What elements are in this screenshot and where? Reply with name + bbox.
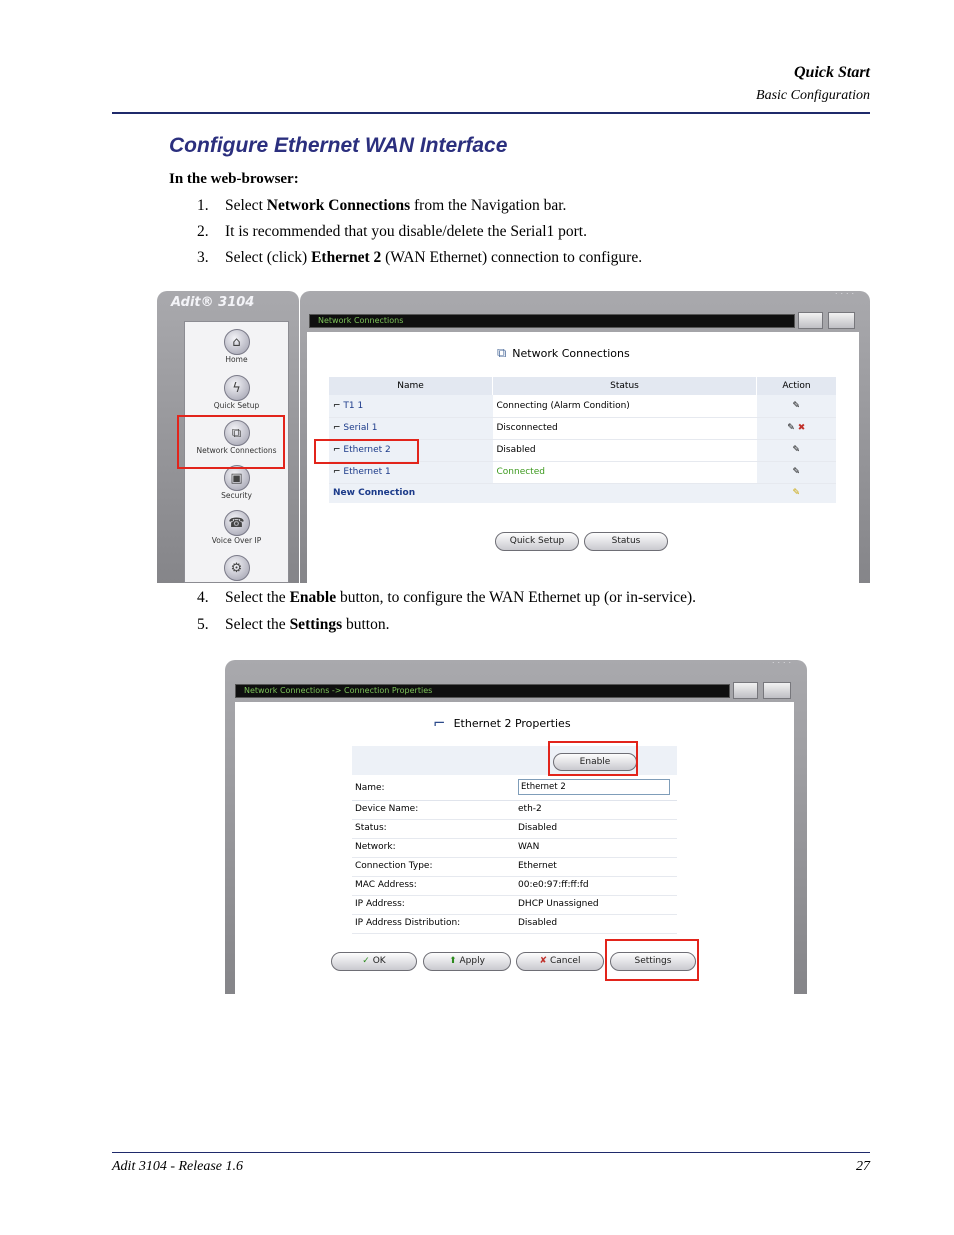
apply-button[interactable]: ⬆ Apply (423, 952, 511, 971)
plug-icon: ⌐ (333, 467, 341, 477)
step-2: 2. It is recommended that you disable/delete the Serial1 port. (197, 223, 587, 240)
nav-voice-over-ip[interactable]: ☎ Voice Over IP (184, 510, 289, 545)
lock-icon: ▣ (224, 465, 250, 491)
connection-link[interactable]: T1 1 (343, 400, 364, 411)
plug-icon: ⌐ (333, 445, 341, 455)
connection-link-ethernet-2[interactable]: Ethernet 2 (343, 445, 391, 455)
property-row: Status: Disabled (352, 820, 677, 839)
settings-button[interactable]: Settings (610, 952, 696, 971)
running-header-subtitle: Basic Configuration (756, 88, 870, 103)
status-button[interactable]: Status (584, 532, 668, 551)
table-header: Name Status Action (329, 377, 836, 395)
property-row: IP Address: DHCP Unassigned (352, 896, 677, 915)
highlight-settings (605, 939, 699, 981)
step-5: 5. Select the Settings button. (197, 616, 390, 633)
phone-icon: ☎ (224, 510, 250, 536)
address-bar[interactable]: Network Connections (309, 314, 795, 328)
nav-home[interactable]: ⌂ Home (184, 329, 289, 364)
address-bar[interactable]: Network Connections -> Connection Properties (235, 684, 730, 698)
header-rule (112, 112, 870, 114)
network-icon: ⧉ (224, 420, 250, 446)
enable-button[interactable]: Enable (553, 753, 637, 771)
highlight-enable (548, 741, 638, 776)
step-3: 3. Select (click) Ethernet 2 (WAN Ethernet) connection to configure. (197, 249, 643, 266)
network-connections-icon: ⧉ (497, 346, 507, 361)
connection-link[interactable]: Serial 1 (343, 423, 378, 433)
table-row[interactable]: ⌐ Ethernet 1 Connected ✎ (329, 461, 836, 483)
name-row: Name: Ethernet 2 (352, 775, 677, 801)
quick-setup-button[interactable]: Quick Setup (495, 532, 579, 551)
toolbar-list-button[interactable] (828, 312, 855, 329)
edit-icon[interactable]: ✎ (787, 423, 795, 433)
edit-icon[interactable]: ✎ (792, 467, 801, 477)
frame-grip-icon: ˙˙˙˙ (771, 662, 793, 672)
property-row: MAC Address: 00:e0:97:ff:ff:fd (352, 877, 677, 896)
lead-text: In the web-browser: (169, 171, 299, 187)
checkmark-icon: ✓ (362, 956, 370, 966)
toolbar-list-button[interactable] (763, 682, 791, 699)
edit-icon[interactable]: ✎ (792, 445, 801, 455)
highlight-ethernet-2 (314, 439, 419, 464)
frame-grip-icon: ˙˙˙˙ (834, 293, 856, 303)
adit-logo: Adit® 3104 (171, 295, 255, 310)
nav-network-connections[interactable]: ⧉ Network Connections (184, 420, 289, 455)
connection-link[interactable]: Ethernet 1 (343, 467, 391, 477)
nav-more[interactable] (184, 555, 289, 581)
edit-icon[interactable]: ✎ (792, 400, 801, 411)
page-heading: ⌐ Ethernet 2 Properties (433, 714, 571, 732)
property-row: Network: WAN (352, 839, 677, 858)
home-icon: ⌂ (224, 329, 250, 355)
lightning-icon: ϟ (224, 375, 250, 401)
running-header-title: Quick Start (793, 64, 870, 81)
property-row: Connection Type: Ethernet (352, 858, 677, 877)
name-input[interactable] (518, 779, 670, 795)
table-row[interactable] (329, 483, 836, 503)
plug-icon: ⌐ (333, 400, 341, 411)
nav-security[interactable]: ▣ Security (184, 465, 289, 500)
plug-icon: ⌐ (333, 423, 341, 433)
screenshot-network-connections (157, 291, 870, 583)
new-connection-link[interactable]: New Connection (329, 483, 493, 503)
cancel-button[interactable]: ✘ Cancel (516, 952, 604, 971)
tools-icon: ⚙ (224, 555, 250, 581)
nav-quick-setup[interactable]: ϟ Quick Setup (184, 375, 289, 410)
properties-list (352, 801, 677, 934)
table-row[interactable]: ⌐ Ethernet 2 Disabled ✎ (329, 439, 836, 461)
arrow-up-icon: ⬆ (449, 956, 457, 966)
table-row[interactable]: ⌐ Serial 1 Disconnected ✎ ✖ (329, 417, 836, 439)
x-icon: ✘ (539, 956, 548, 966)
footer-left: Adit 3104 - Release 1.6 (112, 1159, 244, 1174)
page-number: 27 (856, 1159, 870, 1174)
ok-button[interactable]: ✓ OK (331, 952, 417, 971)
step-1: 1. Select Network Connections from the Navigation bar. (197, 197, 567, 214)
plug-icon: ⌐ (433, 714, 446, 732)
new-icon[interactable]: ✎ (792, 488, 801, 499)
page-heading: ⧉ Network Connections (497, 346, 630, 361)
delete-icon[interactable]: ✖ (797, 423, 806, 433)
toolbar-map-button[interactable] (798, 312, 823, 329)
property-row: Device Name: eth-2 (352, 801, 677, 820)
property-row: IP Address Distribution: Disabled (352, 915, 677, 934)
toolbar-map-button[interactable] (733, 682, 758, 699)
table-row[interactable]: ⌐ T1 1 Connecting (Alarm Condition) ✎ (329, 395, 836, 417)
highlight-network-connections (177, 415, 285, 469)
footer-rule (112, 1152, 870, 1153)
section-title: Configure Ethernet WAN Interface (169, 134, 508, 157)
screenshot-connection-properties (225, 660, 807, 994)
step-4: 4. Select the Enable button, to configure the WAN Ethernet up (or in-service). (197, 589, 697, 606)
